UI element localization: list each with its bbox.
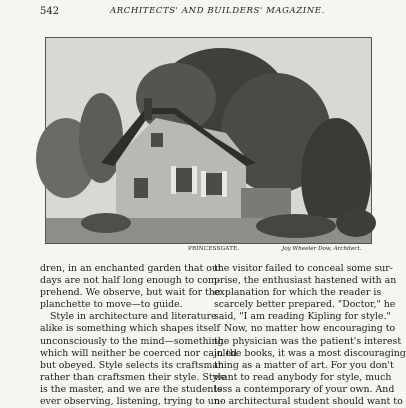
text-line: less a contemporary of your own. And — [214, 383, 395, 395]
text-line: no architectural student should want to — [214, 396, 403, 408]
text-line: days are not half long enough to com- — [40, 275, 221, 287]
text-line: prise, the enthusiast hastened with an — [214, 275, 397, 287]
text-line: unconsciously to the mind—something — [40, 335, 224, 347]
text-line: explanation for which the reader is — [214, 287, 382, 299]
text-line: Now, no matter how encouraging to — [224, 323, 396, 335]
text-line: the physician was the patient's interest — [214, 335, 402, 347]
house-illustration — [46, 38, 371, 243]
running-head: ARCHITECTS' AND BUILDERS' MAGAZINE. — [110, 6, 325, 16]
text-line: which will neither be coerced nor cajoled — [40, 347, 238, 359]
text-line: in the books, it was a most discouraging — [214, 347, 406, 359]
text-line: rather than craftsmen their style. Style — [40, 371, 227, 383]
text-line: thing as a matter of art. For you don't — [214, 359, 394, 371]
figure-caption-title: PRINCESSGATE. — [188, 246, 240, 252]
text-line: Style in architecture and literature — [50, 311, 217, 323]
text-line: dren, in an enchanted garden that our — [40, 263, 223, 274]
text-line: want to read anybody for style, much — [214, 371, 392, 383]
page-header — [40, 6, 370, 20]
text-line: planchette to move—to guide. — [40, 299, 183, 311]
text-line: is the master, and we are the students — [40, 383, 223, 395]
page-number: 542 — [40, 6, 60, 17]
text-column-right — [214, 263, 406, 408]
figure-caption-credit: Joy Wheeler Dow, Architect. — [282, 246, 362, 252]
text-line: but obeyed. Style selects its craftsman — [40, 359, 224, 371]
text-column-left — [40, 263, 238, 408]
house-photograph — [45, 37, 372, 244]
text-line: said, "I am reading Kipling for style." — [214, 311, 391, 323]
text-line: the visitor failed to conceal some sur- — [214, 263, 393, 274]
text-line: scarcely better prepared. "Doctor," he — [214, 299, 396, 311]
text-line: ever observing, listening, trying to un- — [40, 396, 223, 408]
text-line: alike is something which shapes itself — [40, 323, 221, 335]
text-line: prehend. We observe, but wait for the — [40, 287, 221, 299]
